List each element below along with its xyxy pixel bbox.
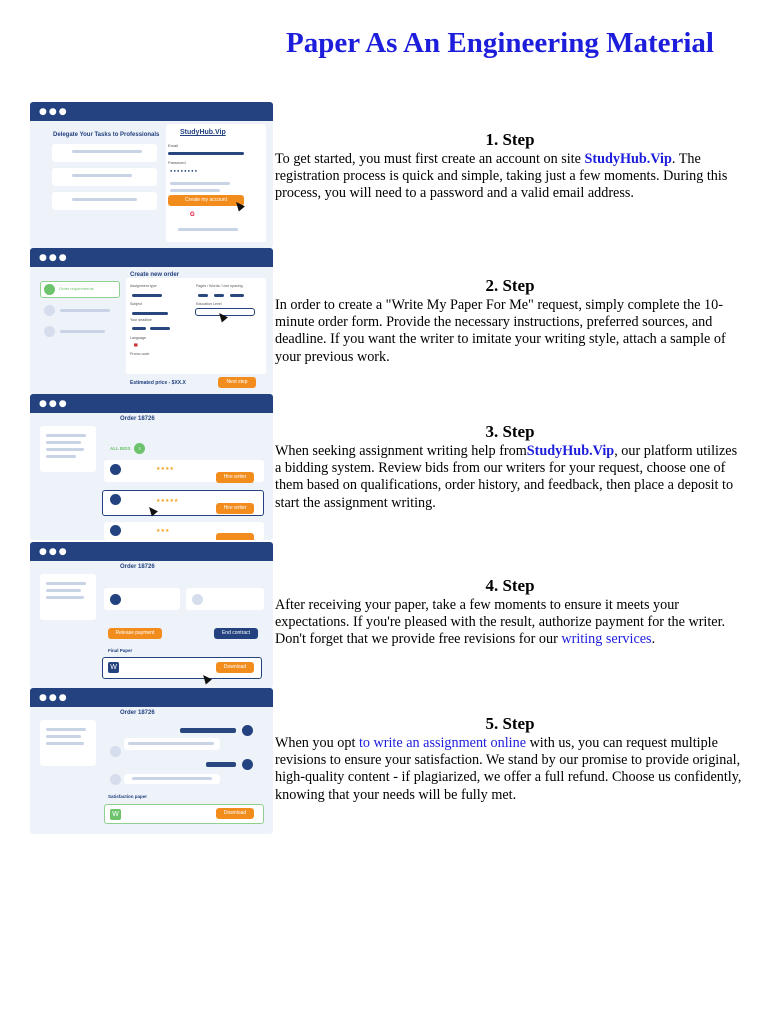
step-1-text-block — [275, 130, 745, 203]
step-4-text-block — [275, 576, 745, 649]
window-dots-icon: ●●● — [39, 547, 69, 557]
word-file-icon: W — [110, 809, 121, 820]
step-description: When seeking assignment writing help fromStudyHub.Vip, our platform utilizes a bidding system. Review bids from our writers for your request, choose one of them based on qualifications, order history, and feedback, then place a deposit to start the assignment writing. — [275, 443, 738, 511]
studyhub-link[interactable]: StudyHub.Vip — [584, 151, 672, 167]
hire-writer-button[interactable] — [216, 533, 254, 540]
step-title: 3. Step — [485, 422, 535, 441]
writer-avatar — [110, 525, 121, 536]
step-2-text-block — [275, 276, 745, 366]
browser-bar — [30, 394, 273, 413]
writer-avatar — [242, 759, 253, 770]
writing-services-link[interactable]: writing services — [561, 631, 652, 648]
hire-writer-button[interactable]: Hire writer — [216, 472, 254, 483]
next-step-button[interactable]: Next step — [218, 377, 256, 388]
rating-stars-icon: ★★★ — [156, 528, 170, 534]
browser-bar — [30, 542, 273, 561]
rating-stars-icon: ★★★★ — [156, 466, 174, 472]
rating-stars-icon: ★★★★★ — [156, 498, 179, 504]
order-number: Order 18726 — [120, 416, 155, 422]
password-label: Password — [168, 160, 186, 165]
step-1 — [0, 102, 768, 248]
studyhub-link[interactable]: StudyHub.Vip — [526, 443, 615, 459]
thumb-card — [52, 144, 157, 162]
bids-count: 3 — [134, 443, 145, 454]
write-assignment-online-link[interactable]: to write an assignment online — [358, 735, 527, 751]
brand-logo: StudyHub.Vip — [180, 129, 226, 136]
step-3-screenshot — [30, 394, 273, 540]
satisfaction-paper-label: Satisfaction paper — [108, 794, 148, 799]
step-2-screenshot: ●●● Create new order Order requirements Assignment type Pages / Words / Line spacing Subject Education Level Your deadline Language ▀ Promo code Estimated price - $XX.X Next step — [30, 248, 273, 394]
download-button[interactable]: Download — [216, 808, 254, 819]
order-form — [126, 278, 266, 374]
window-dots-icon: ●●● — [39, 107, 69, 117]
flag-icon: ▀ — [134, 344, 138, 350]
order-number: Order 18726 — [120, 710, 155, 716]
browser-bar — [30, 102, 273, 121]
step-3 — [0, 394, 768, 540]
google-icon: G — [190, 212, 195, 218]
thumb-heading: Create new order — [130, 272, 180, 278]
customer-avatar — [192, 594, 203, 605]
email-field[interactable] — [168, 152, 244, 155]
step-title: 2. Step — [485, 276, 535, 295]
window-dots-icon: ●●● — [39, 399, 69, 409]
browser-bar — [30, 688, 273, 707]
customer-avatar — [110, 746, 121, 757]
chat-message-sent — [180, 728, 236, 733]
step-2 — [0, 248, 768, 394]
step-4 — [0, 542, 768, 688]
thumb-heading: Delegate Your Tasks to Professionals — [53, 132, 160, 138]
writer-avatar — [110, 594, 121, 605]
password-field[interactable]: ● ● ● ● ● ● ● ● — [170, 168, 198, 173]
step-title: 4. Step — [485, 576, 535, 595]
step-5-text-block — [275, 714, 745, 804]
customer-avatar — [110, 774, 121, 785]
writer-avatar — [110, 494, 121, 505]
end-contract-button[interactable]: End contract — [214, 628, 258, 639]
step-4-screenshot — [30, 542, 273, 688]
writer-avatar — [110, 464, 121, 475]
writer-avatar — [242, 725, 253, 736]
step-title: 1. Step — [485, 130, 535, 149]
thumb-card — [52, 192, 157, 210]
thumb-card — [52, 168, 157, 186]
step-3-text-block — [275, 422, 745, 512]
email-label: Email — [168, 143, 179, 148]
hire-writer-button[interactable]: Hire writer — [216, 503, 254, 514]
browser-bar — [30, 248, 273, 267]
word-file-icon: W — [108, 662, 119, 673]
chat-message-sent — [206, 762, 236, 767]
window-dots-icon: ●●● — [39, 693, 69, 703]
release-payment-button[interactable]: Release payment — [108, 628, 162, 639]
step-title: 5. Step — [485, 714, 535, 733]
estimated-price: Estimated price - $XX.X — [130, 380, 186, 386]
final-paper-label: Final Paper — [108, 648, 133, 653]
step-5-screenshot — [30, 688, 273, 834]
step-description: To get started, you must first create an account on site StudyHub.Vip. The registration process is quick and simple, taking just a few moments. During this process, you will need to a password and a valid email address. — [275, 151, 728, 202]
step-description: In order to create a "Write My Paper For Me" request, simply complete the 10-minute order form. Provide the necessary instructions, preferred sources, and deadline. If you want the writer to imitate your writing style, attach a sample of your previous work. — [275, 297, 726, 365]
create-account-button[interactable]: Create my account — [168, 195, 244, 206]
step-description: When you opt to write an assignment online with us, you can request multiple revisions to ensure your satisfaction. We stand by our promise to provide original, high-quality content - if plagiarized, we offer a full refund. Choose us confidently, knowing that your needs will be fully met. — [275, 735, 742, 803]
step-1-screenshot — [30, 102, 273, 248]
step-5 — [0, 688, 768, 834]
page-title: Paper As An Engineering Material — [285, 27, 714, 59]
step-description: After receiving your paper, take a few moments to ensure it meets your expectations. If you're pleased with the result, authorize payment for the writer. Don't forget that we provide free revisions for our writing services. — [275, 597, 726, 648]
download-button[interactable]: Download — [216, 662, 254, 673]
order-number: Order 18726 — [120, 564, 155, 570]
bids-label: ALL BIDS — [110, 446, 131, 451]
window-dots-icon: ●●● — [39, 253, 69, 263]
